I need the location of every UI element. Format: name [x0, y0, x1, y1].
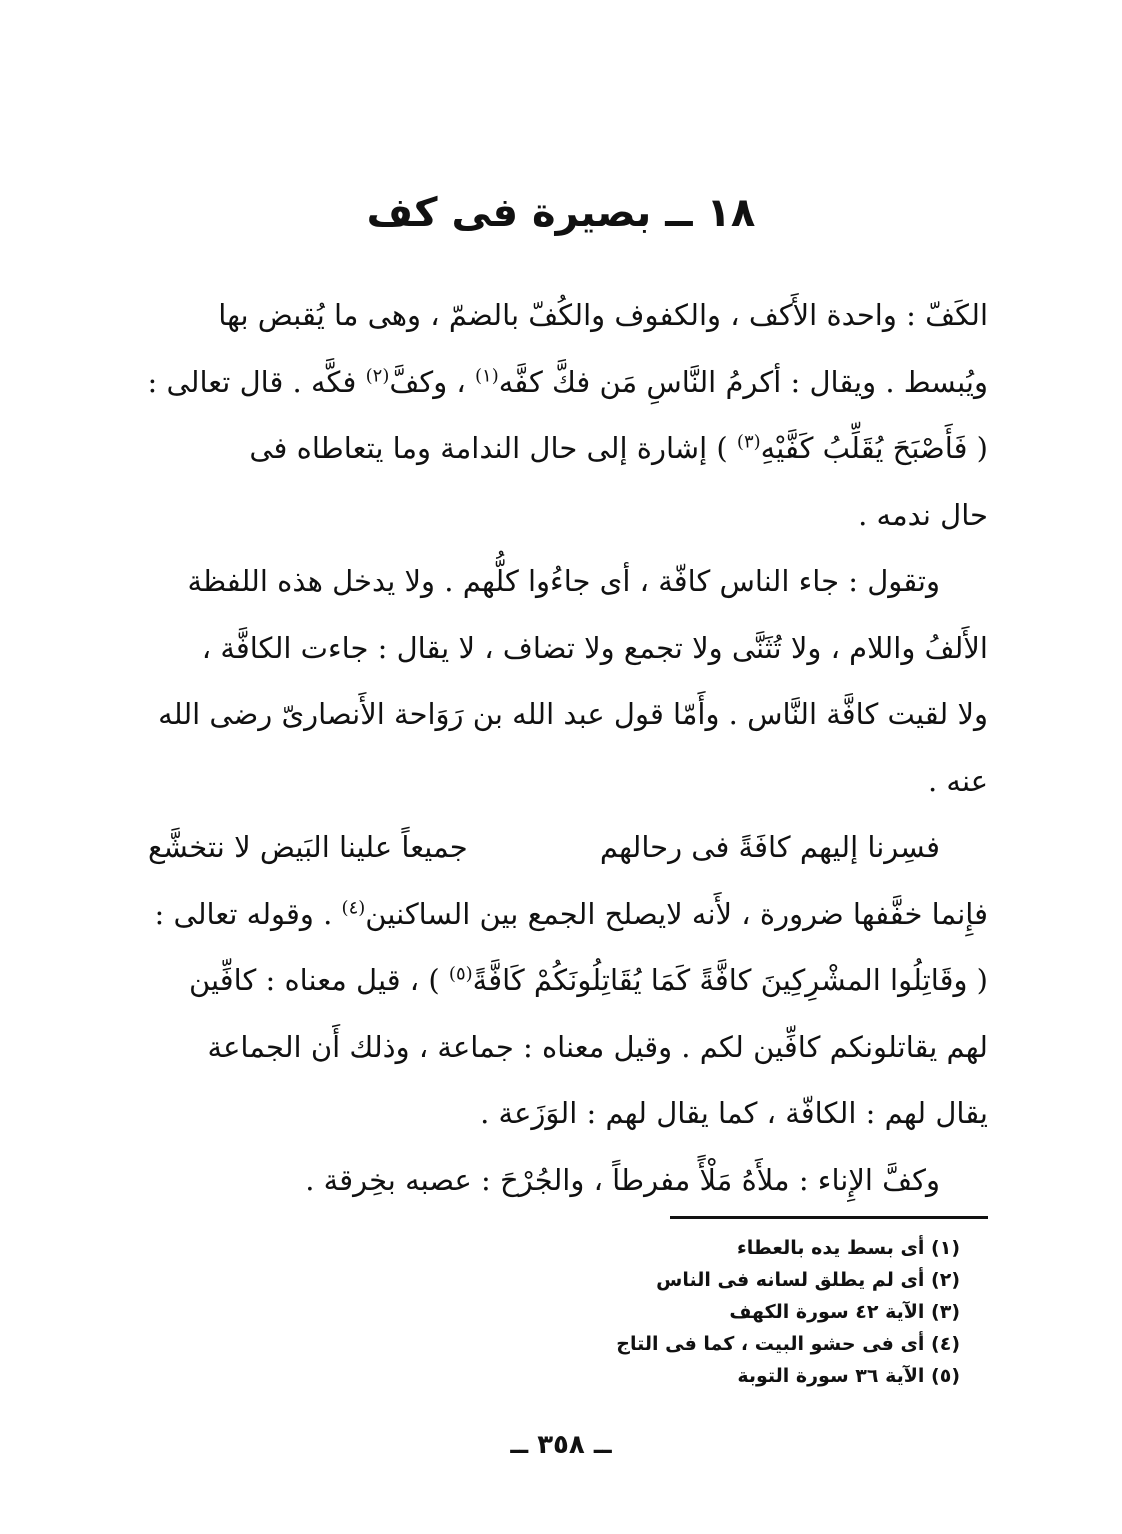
- text-line: وكفَّ الإِناء : ملأَهُ مَلْأً مفرطاً ، والجُرْحَ : عصبه بخِرقة .: [305, 1162, 940, 1197]
- footnote-item: (٢) أى لم يطلق لسانه فى الناس: [656, 1269, 960, 1291]
- footnote-marker: (١): [475, 364, 499, 386]
- poetry-verse: [130, 814, 988, 881]
- footnote-marker: (٢): [365, 364, 390, 386]
- paragraph-3: [130, 881, 988, 1147]
- text-line: ويُبسط . ويقال : أكرمُ النَّاسِ مَن فكَّ كفَّه: [498, 364, 988, 399]
- footnote-item: (٣) الآية ٤٢ سورة الكهف: [729, 1301, 960, 1323]
- footnotes-list: [560, 1232, 960, 1392]
- text-line: ) ، قيل معناه : كافِّين: [188, 963, 440, 997]
- text-line: . وقوله تعالى :: [154, 896, 333, 931]
- verse-hemistich-first: فسِرنا إليهم كافَةً فى رحالهم: [599, 830, 940, 864]
- footnote-item: (٥) الآية ٣٦ سورة التوبة: [737, 1365, 960, 1387]
- text-line: فإِنما خفَّفها ضرورة ، لأَنه لايصلح الجمع بين الساكنين: [365, 896, 988, 931]
- text-line: عنه .: [927, 763, 988, 798]
- paragraph-1: [130, 282, 988, 548]
- paragraph-4: [130, 1147, 988, 1214]
- text-line: ( وقَاتِلُوا المشْرِكِينَ كافَّةً كَمَا يُقَاتِلُونَكُمْ كَافَّةً: [472, 963, 988, 997]
- page-title: ١٨ ــ بصيرة فى كف: [366, 190, 756, 236]
- text-line: يقال لهم : الكافّة ، كما يقال لهم : الوَزَعة .: [480, 1096, 988, 1130]
- text-line: الأَلفُ واللام ، ولا تُثَنَّى ولا تجمع ولا تضاف ، لا يقال : جاءت الكافَّة ،: [201, 630, 988, 665]
- text-line: حال ندمه .: [858, 497, 988, 532]
- page-number: ــ ٣٥٨ ــ: [510, 1430, 612, 1460]
- text-line: ، وكفَّ: [389, 364, 466, 399]
- paragraph-2: [130, 548, 988, 814]
- text-line: الكَفّ : واحدة الأَكف ، والكفوف والكُفّ بالضمّ ، وهى ما يُقبض بها: [218, 298, 988, 332]
- text-line: ( فَأَصْبَحَ يُقَلِّبُ كَفَّيْهِ: [760, 431, 988, 465]
- verse-hemistich-second: جميعاً علينا البَيض لا نتخشَّع: [148, 830, 468, 864]
- footnote-divider: [670, 1216, 988, 1219]
- text-line: ولا لقيت كافَّة النَّاس . وأَمّا قول عبد الله بن رَوَاحة الأَنصارىّ رضى الله: [158, 697, 988, 731]
- text-line: ) إشارة إلى حال الندامة وما يتعاطاه فى: [249, 431, 728, 465]
- footnote-item: (١) أى بسط يده بالعطاء: [737, 1237, 960, 1259]
- text-line: وتقول : جاء الناس كافّة ، أى جاءُوا كلُّهم . ولا يدخل هذه اللفظة: [187, 564, 940, 598]
- footnote-marker: (٥): [448, 963, 473, 985]
- footnote-marker: (٤): [341, 896, 366, 918]
- footnote-marker: (٣): [736, 431, 761, 453]
- main-text: [130, 282, 988, 1213]
- text-line: فكَّه . قال تعالى :: [147, 364, 357, 399]
- text-line: لهم يقاتلونكم كافِّين لكم . وقيل معناه : جماعة ، وذلك أَن الجماعة: [207, 1029, 988, 1064]
- footnote-item: (٤) أى فى حشو البيت ، كما فى التاج: [616, 1333, 960, 1355]
